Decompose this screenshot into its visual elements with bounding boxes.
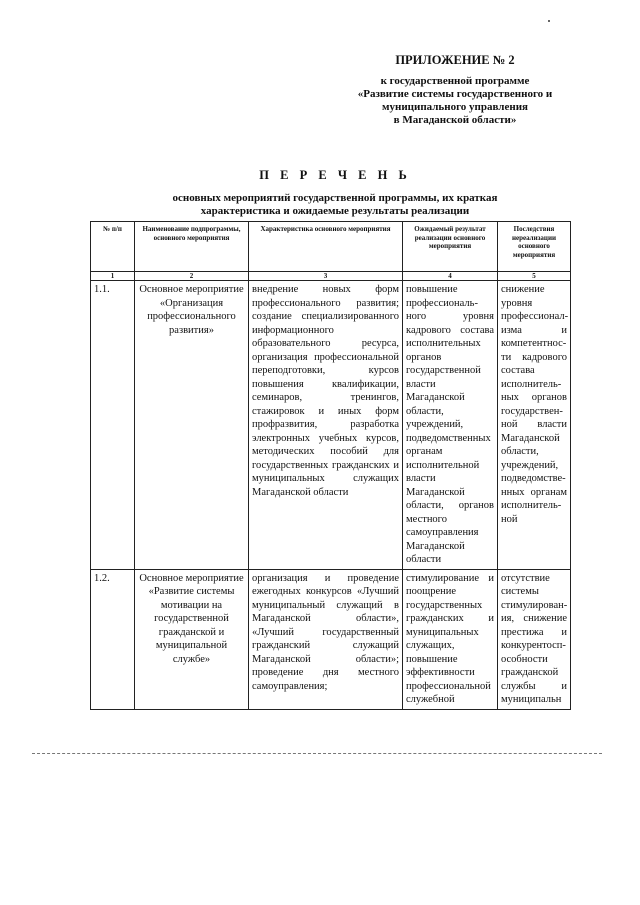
- non-implementation-consequence: снижение уровня профессионализма и компетентности кадрового состава исполнительных органов государственной власти Магаданской области, учреждений, подведомственных органам исполнительной: [498, 281, 571, 570]
- table-row: [91, 281, 571, 570]
- column-number: 3: [249, 272, 403, 281]
- table-header-row: [91, 222, 571, 272]
- measure-name: Основное мероприятие «Развитие системы мотивации на государственной гражданской и муниципальной службе»: [135, 569, 249, 709]
- appendix-line-3: муниципального управления: [381, 101, 528, 113]
- measure-description: организация и проведение ежегодных конкурсов «Лучший муниципальный служащий в Магаданской области», «Лучший государственный гражданский служащий Магаданской области»; проведение дня местного самоуправления;: [249, 569, 403, 709]
- header-cell-number: № п/п: [91, 222, 135, 272]
- header-cell-result: Ожидаемый результат реализации основного мероприятия: [403, 222, 498, 272]
- column-number: 5: [498, 272, 571, 281]
- appendix-number: ПРИЛОЖЕНИЕ № 2: [395, 53, 515, 67]
- document-subtitle-line-2: характеристика и ожидаемые результаты реализации: [200, 205, 470, 217]
- appendix-line-1: к государственной программе: [380, 75, 530, 87]
- measure-name: Основное мероприятие «Организация профессионального развития»: [135, 281, 249, 570]
- row-number: 1.1.: [91, 281, 135, 570]
- document-title: П Е Р Е Ч Е Н Ь: [259, 168, 411, 182]
- column-number: 4: [403, 272, 498, 281]
- header-cell-consequence: Последствия нереализации основного мероприятия: [498, 222, 571, 272]
- column-number: 1: [91, 272, 135, 281]
- column-number-row: [91, 272, 571, 281]
- page-cut-line: [32, 753, 602, 754]
- non-implementation-consequence: отсутствие системы стимулирования, снижение престижа и конкурентоспособности гражданской службы и муниципальн: [498, 569, 571, 709]
- expected-result: повышение профессионального уровня кадрового состава исполнительных органов государственной власти Магаданской области, учреждений, подведомственных органам исполнительной власти Магаданской области, органов местного самоуправления Магаданской области: [403, 281, 498, 570]
- header-cell-name: Наименование подпрограммы, основного мероприятия: [135, 222, 249, 272]
- measure-description: внедрение новых форм профессионального развития; создание специализированного информационного образовательного ресурса, организация профессиональной переподготовки, курсов повышения квалификации, семинаров, тренингов, стажировок и иных форм профразвития, разработка электронных учебных курсов, методических пособий для государственных гражданских и муниципальных служащих Магаданской области: [249, 281, 403, 570]
- measures-table: [90, 221, 571, 710]
- appendix-line-2: «Развитие системы государственного и: [357, 88, 553, 100]
- document-heading: [140, 168, 530, 218]
- document-subtitle-line-1: основных мероприятий государственной программы, их краткая: [172, 192, 498, 204]
- row-number: 1.2.: [91, 569, 135, 709]
- header-cell-description: Характеристика основного мероприятия: [249, 222, 403, 272]
- column-number: 2: [135, 272, 249, 281]
- scan-speck: [548, 20, 550, 22]
- expected-result: стимулирование и поощрение государственных гражданских и муниципальных служащих, повышение эффективности профессиональной служебной: [403, 569, 498, 709]
- table-row: [91, 569, 571, 709]
- appendix-line-4: в Магаданской области»: [393, 114, 517, 126]
- appendix-block: [330, 54, 580, 127]
